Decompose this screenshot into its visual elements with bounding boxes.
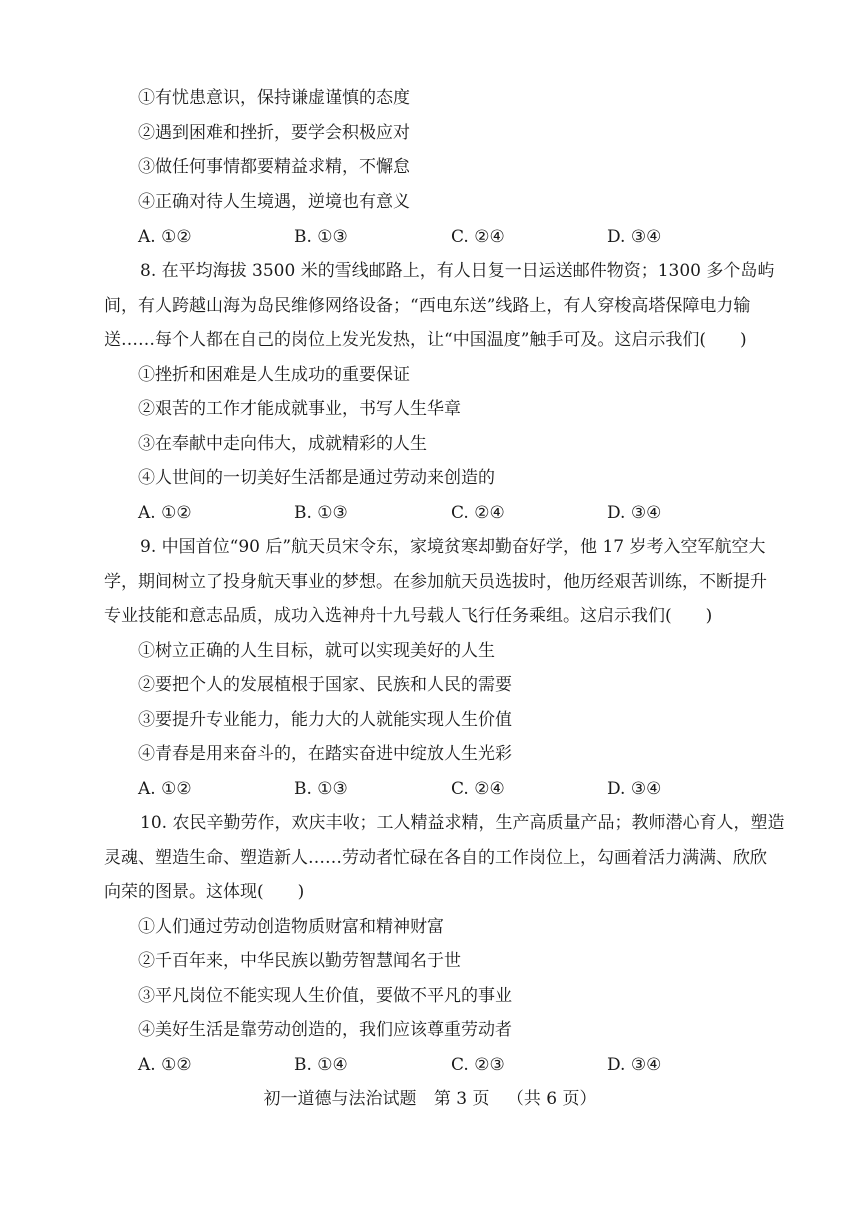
q9-option-c: C. ②④: [451, 779, 505, 799]
q7-statement-2: ②遇到困难和挫折，要学会积极应对: [138, 123, 410, 143]
q8-statement-1: ①挫折和困难是人生成功的重要保证: [138, 365, 410, 385]
q7-statement-3: ③做任何事情都要精益求精，不懈怠: [138, 157, 410, 177]
q9-option-d: D. ③④: [607, 779, 662, 799]
q8-statement-2: ②艰苦的工作才能成就事业，书写人生华章: [138, 399, 461, 419]
q10-option-c: C. ②③: [451, 1055, 505, 1075]
q9-option-b: B. ①③: [294, 779, 348, 799]
q9-option-a: A. ①②: [138, 779, 192, 799]
q8-option-b: B. ①③: [294, 503, 348, 523]
q8-stem-line-3: 送……每个人都在自己的岗位上发光发热，让“中国温度”触手可及。这启示我们( ): [104, 330, 747, 350]
q9-stem-line-3: 专业技能和意志品质，成功入选神舟十九号载人飞行任务乘组。这启示我们( ): [104, 606, 713, 626]
q7-option-a: A. ①②: [138, 227, 192, 247]
q10-stem-line-3: 向荣的图景。这体现( ): [104, 882, 305, 902]
q9-statement-2: ②要把个人的发展植根于国家、民族和人民的需要: [138, 675, 512, 695]
q7-option-d: D. ③④: [607, 227, 662, 247]
q10-option-d: D. ③④: [607, 1055, 662, 1075]
q8-stem-line-1: 8. 在平均海拔 3500 米的雪线邮路上，有人日复一日运送邮件物资；1300 多个岛屿: [140, 261, 775, 281]
q9-statement-3: ③要提升专业能力，能力大的人就能实现人生价值: [138, 710, 512, 730]
q8-statement-3: ③在奉献中走向伟大，成就精彩的人生: [138, 434, 427, 454]
q10-option-b: B. ①④: [294, 1055, 348, 1075]
q7-statement-4: ④正确对待人生境遇，逆境也有意义: [138, 192, 410, 212]
q7-options: [0, 225, 860, 249]
q7-option-b: B. ①③: [294, 227, 348, 247]
page-footer: [0, 1087, 860, 1111]
q10-option-a: A. ①②: [138, 1055, 192, 1075]
footer-subject: 初一道德与法治试题: [263, 1089, 417, 1109]
q9-options: [0, 777, 860, 801]
footer-total-pages: （共 6 页）: [506, 1089, 597, 1109]
q8-stem-line-2: 间，有人跨越山海为岛民维修网络设备；“西电东送”线路上，有人穿梭高塔保障电力输: [104, 296, 751, 316]
q10-stem-line-2: 灵魂、塑造生命、塑造新人……劳动者忙碌在各自的工作岗位上，勾画着活力满满、欣欣: [104, 848, 767, 868]
q8-option-c: C. ②④: [451, 503, 505, 523]
q9-statement-1: ①树立正确的人生目标，就可以实现美好的人生: [138, 641, 495, 661]
q7-statement-1: ①有忧患意识，保持谦虚谨慎的态度: [138, 88, 410, 108]
q8-options: [0, 501, 860, 525]
q9-statement-4: ④青春是用来奋斗的，在踏实奋进中绽放人生光彩: [138, 744, 512, 764]
q9-stem-line-2: 学，期间树立了投身航天事业的梦想。在参加航天员选拔时，他历经艰苦训练，不断提升: [104, 572, 767, 592]
q8-option-d: D. ③④: [607, 503, 662, 523]
q10-statement-3: ③平凡岗位不能实现人生价值，要做不平凡的事业: [138, 986, 512, 1006]
q9-stem-line-1: 9. 中国首位“90 后”航天员宋令东，家境贫寒却勤奋好学，他 17 岁考入空军航空大: [140, 537, 766, 557]
q10-statement-4: ④美好生活是靠劳动创造的，我们应该尊重劳动者: [138, 1020, 512, 1040]
q7-option-c: C. ②④: [451, 227, 505, 247]
q8-option-a: A. ①②: [138, 503, 192, 523]
q10-statement-1: ①人们通过劳动创造物质财富和精神财富: [138, 917, 444, 937]
q10-statement-2: ②千百年来，中华民族以勤劳智慧闻名于世: [138, 951, 461, 971]
q10-stem-line-1: 10. 农民辛勤劳作，欢庆丰收；工人精益求精，生产高质量产品；教师潜心育人，塑造: [140, 813, 785, 833]
q8-statement-4: ④人世间的一切美好生活都是通过劳动来创造的: [138, 468, 495, 488]
q10-options: [0, 1053, 860, 1077]
footer-page-number: 第 3 页: [433, 1089, 490, 1109]
